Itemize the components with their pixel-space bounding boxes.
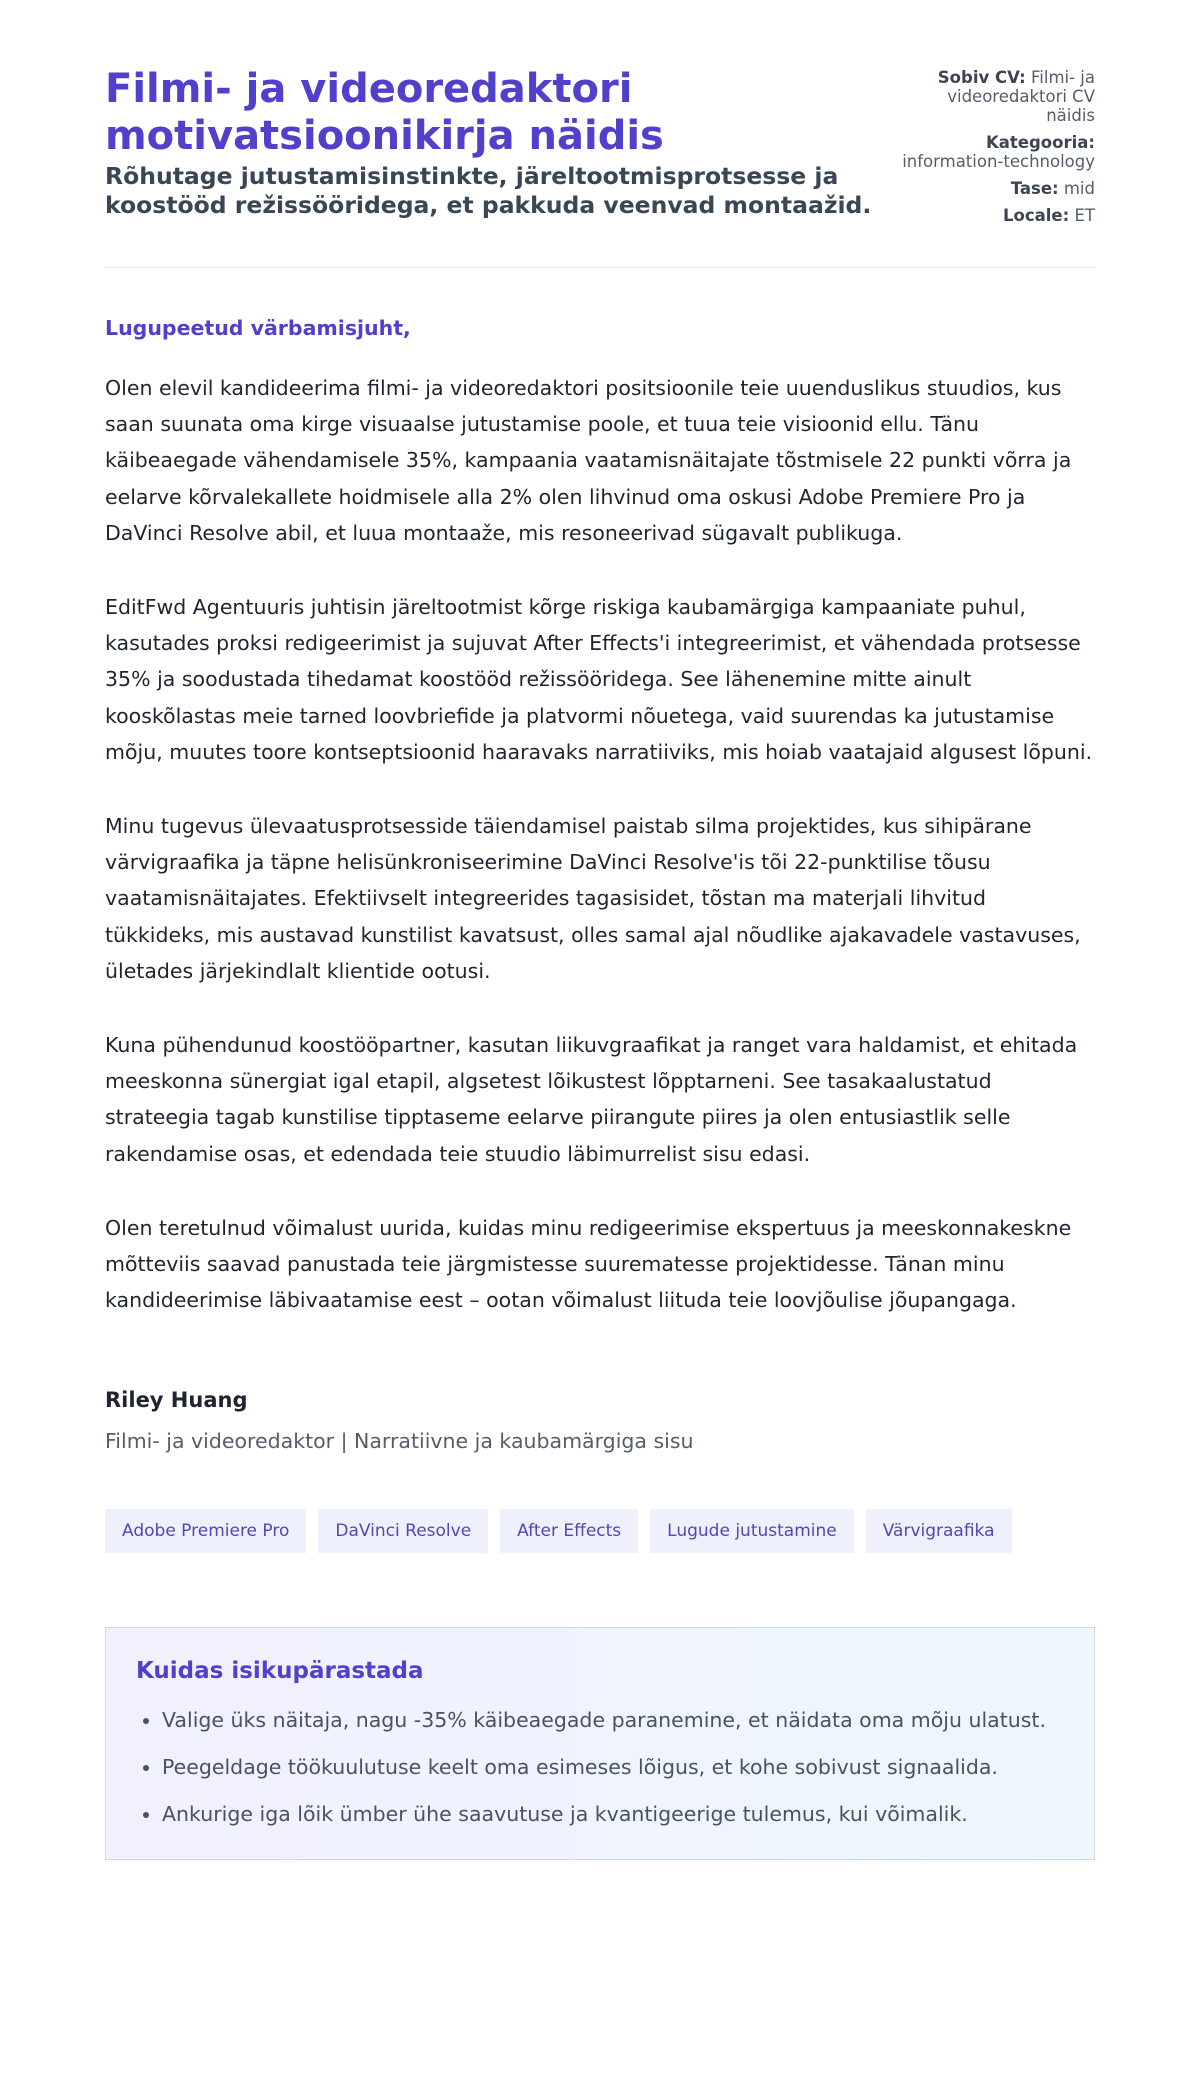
tip-item: • Peegeldage töökuulutuse keelt oma esimeses lõigus, et kohe sobivust signaalida. (162, 1749, 1064, 1786)
salutation: Lugupeetud värbamisjuht, (105, 316, 411, 340)
signature-role: Filmi- ja videoredaktor | Narratiivne ja kaubamärgiga sisu (105, 1429, 694, 1454)
page-header (105, 66, 1095, 268)
meta-key: Locale: (1003, 206, 1070, 225)
letter-paragraph: Minu tugevus ülevaatusprotsesside täiendamisel paistab silma projektides, kus sihipärane värvigraafika ja täpne helisünkroniseerimine DaVinci Resolve'is tõi 22-punktilise tõusu vaatamisnäitajates. Efektiivselt integreerides tagasisidet, tõstan ma materjali lihvitud tükkideks, mis austavad kunstilist kavatsust, olles samal ajal nõudlike ajakavadele vastavuses, ületades järjekindlalt klientide ootusi. (105, 814, 1081, 983)
meta-value: mid (1063, 179, 1095, 198)
meta-level (895, 179, 1095, 198)
signature (105, 1356, 1095, 1453)
meta-locale (895, 206, 1095, 225)
meta-key: Kategooria: (985, 133, 1095, 152)
skill-tag: Värvigraafika (866, 1509, 1012, 1553)
page-subtitle: Rõhutage jutustamisinstinkte, järeltootmisprotsesse ja koostööd režissööridega, et pakkuda veenvad montaažid. (105, 162, 872, 219)
meta-matching-cv (895, 68, 1095, 125)
letter-paragraph: Olen elevil kandideerima filmi- ja videoredaktori positsioonile teie uuenduslikus stuudios, kus saan suunata oma kirge visuaalse jutustamise poole, et tuua teie visioonid ellu. Tänu käibeaegade vähendamisele 35%, kampaania vaatamisnäitajate tõstmisele 22 punkti võrra ja eelarve kõrvalekallete hoidmisele alla 2% olen lihvinud oma oskusi Adobe Premiere Pro ja DaVinci Resolve abil, et luua montaaže, mis resoneerivad sügavalt publikuga. (105, 376, 1072, 545)
header-titles (105, 66, 885, 220)
letter-body (105, 268, 1095, 1860)
letter-paragraph: Kuna pühendunud koostööpartner, kasutan liikuvgraafikat ja ranget vara haldamist, et ehitada meeskonna sünergiat igal etapil, algsetest lõikustest lõpptarneni. See tasakaalustatud strateegia tagab kunstilise tipptaseme eelarve piirangute piires ja olen entusiastlik selle rakendamise osas, et edendada teie stuudio läbimurrelist sisu edasi. (105, 1033, 1078, 1166)
letter-paragraph: EditFwd Agentuuris juhtisin järeltootmist kõrge riskiga kaubamärgiga kampaaniate puhul, kasutades proksi redigeerimist ja sujuvat After Effects'i integreerimist, et vähendada protsesse 35% ja soodustada tihedamat koostööd režissööridega. See lähenemine mitte ainult kooskõlastas meie tarned loovbriefide ja platvormi nõuetega, vaid suurendas ka jutustamise mõju, muutes toore kontseptsioonid haaravaks narratiiviks, mis hoiab vaatajaid algusest lõpuni. (105, 595, 1093, 764)
skill-tag: After Effects (500, 1509, 638, 1553)
personalization-tips (105, 1627, 1095, 1860)
skill-tag: Lugude jutustamine (650, 1509, 854, 1553)
meta-value: Filmi- ja videoredaktori CV näidis (947, 68, 1095, 125)
cover-letter-page (105, 0, 1095, 1860)
meta-panel (895, 66, 1095, 233)
tip-item: • Valige üks näitaja, nagu -35% käibeaegade paranemine, et näidata oma mõju ulatust. (162, 1702, 1064, 1739)
tip-item: • Ankurige iga lõik ümber ühe saavutuse ja kvantigeerige tulemus, kui võimalik. (162, 1796, 1064, 1833)
page-title: Filmi- ja videoredaktori motivatsioonikirja näidis (105, 66, 664, 159)
letter-paragraph: Olen teretulnud võimalust uurida, kuidas minu redigeerimise ekspertuus ja meeskonnakeskne mõtteviis saavad panustada teie järgmistesse suurematesse projektidesse. Tänan minu kandideerimise läbivaatamise eest – ootan võimalust liituda teie loovjõulise jõupangaga. (105, 1215, 1072, 1313)
meta-value: ET (1074, 206, 1095, 225)
meta-key: Sobiv CV: (937, 68, 1026, 87)
tips-title: Kuidas isikupärastada (136, 1658, 424, 1685)
meta-category (895, 133, 1095, 171)
tips-list (136, 1702, 1064, 1833)
signature-name: Riley Huang (105, 1388, 248, 1413)
skill-tag: Adobe Premiere Pro (105, 1509, 306, 1553)
meta-key: Tase: (1010, 179, 1059, 198)
skill-tags (105, 1509, 1095, 1553)
meta-value: information-technology (902, 152, 1095, 171)
skill-tag: DaVinci Resolve (318, 1509, 488, 1553)
